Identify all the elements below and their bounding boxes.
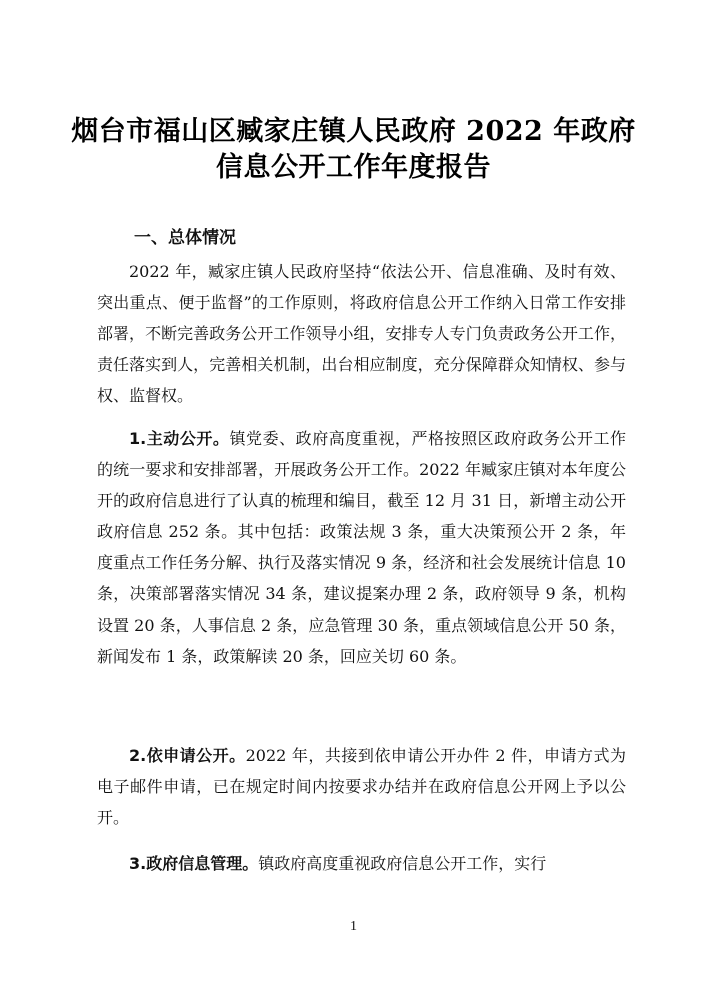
overview-paragraph: 2022 年，臧家庄镇人民政府坚持“依法公开、信息准确、及时有效、突出重点、便于监督”的工作原则，将政府信息公开工作纳入日常工作安排部署，不断完善政务公开工作领导小组，安排专人专门负责政务公开工作，责任落实到人，完善相关机制，出台相应制度，充分保障群众知情权、参与权、监督权。	[97, 262, 626, 406]
item-application-disclosure	[97, 740, 626, 833]
item-text: 镇政府高度重视政府信息公开工作，实行	[258, 854, 547, 873]
page-number: 1	[350, 919, 357, 934]
item-text: 2022 年，共接到依申请公开办件 2 件，申请方式为电子邮件申请，已在规定时间内按要求办结并在政府信息公开网上予以公开。	[97, 746, 626, 828]
item-active-disclosure	[97, 423, 626, 672]
title-line-1: 烟台市福山区臧家庄镇人民政府 2022 年政府	[71, 116, 636, 147]
item-lead: 2.依申请公开。	[129, 746, 246, 765]
item-information-management	[97, 848, 626, 879]
item-text: 镇党委、政府高度重视，严格按照区政府政务公开工作的统一要求和安排部署，开展政务公开工作。2022 年臧家庄镇对本年度公开的政府信息进行了认真的梳理和编目，截至 12 月 31 日，新增主动公开政府信息 252 条。其中包括：政策法规 3 条，重大决策预公开 2 条，年度重点工作任务分解、执行及落实情况 9 条，经济和社会发展统计信息 10 条，决策部署落实情况 34 条，建议提案办理 2 条，政府领导 9 条，机构设置 20 条，人事信息 2 条，应急管理 30 条，重点领域信息公开 50 条，新闻发布 1 条，政策解读 20 条，回应关切 60 条。	[97, 429, 626, 666]
section-heading: 一、总体情况	[134, 228, 236, 248]
title-line-2: 信息公开工作年度报告	[216, 152, 491, 183]
item-lead: 1.主动公开。	[129, 429, 230, 448]
item-lead: 3.政府信息管理。	[129, 854, 259, 873]
